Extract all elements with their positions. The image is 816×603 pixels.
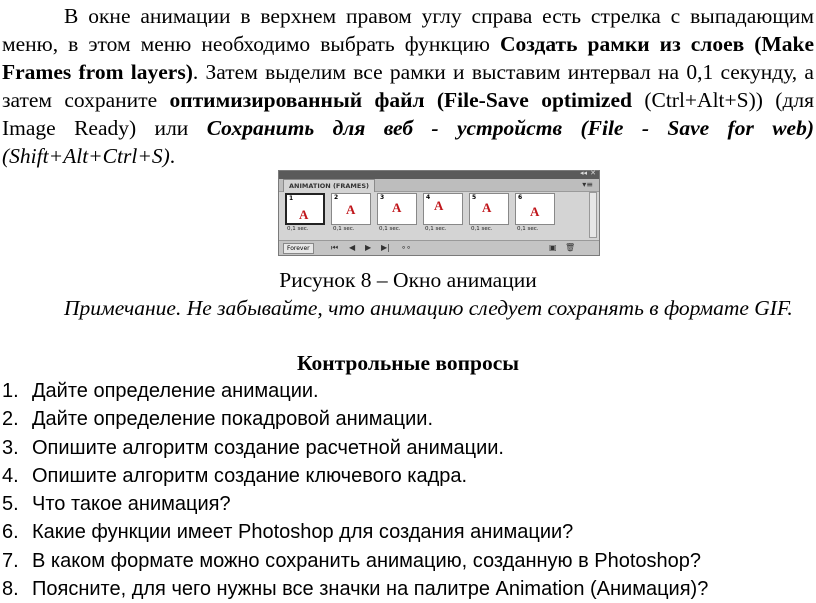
frame-letter-a: A [346, 202, 356, 217]
question-text: Поясните, для чего нужны все значки на палитре Animation (Анимация)? [32, 578, 709, 601]
frame-thumbnail [377, 193, 417, 225]
loop-options-select: Forever [283, 243, 314, 254]
frame-letter-a: A [482, 200, 492, 215]
play-icon: ▶ [365, 243, 372, 252]
first-frame-icon: ⏮ [331, 243, 339, 252]
frame-thumbnail [331, 193, 371, 225]
close-icon: ✕ [590, 169, 596, 177]
questions-list [0, 377, 816, 603]
question-item [0, 547, 816, 575]
frame-thumbnail [469, 193, 509, 225]
panel-menu-icon: ▾≡ [582, 180, 593, 189]
question-text: Опишите алгоритм создание ключевого кадра. [32, 464, 468, 487]
frame-letter-a: A [299, 207, 309, 222]
next-frame-icon: ▶| [381, 243, 390, 252]
save-optimized-term: оптимизированный файл (File-Save optimized [169, 88, 632, 112]
frame-thumbnail [515, 193, 555, 225]
frame-letter-a: A [434, 198, 444, 213]
frame-item [515, 193, 557, 237]
question-number: 4. [2, 464, 19, 487]
frames-scrollbar [589, 192, 597, 238]
animation-panel-figure [278, 170, 600, 256]
shortcut-text-2: (Shift+Alt+Ctrl+S) [2, 144, 170, 168]
frame-item [377, 193, 419, 237]
delete-frame-icon: 🗑 [565, 243, 576, 252]
figure-caption: Рисунок 8 – Окно анимации [279, 268, 537, 292]
frame-letter-a: A [392, 200, 402, 215]
question-text: Какие функции имеет Photoshop для создания анимации? [32, 521, 574, 544]
question-number: 1. [2, 380, 19, 402]
question-number: 2. [2, 408, 19, 431]
question-item [0, 434, 816, 462]
question-text: Дайте определение анимации. [32, 380, 319, 402]
frame-number: 5 [472, 194, 477, 201]
frame-item [423, 193, 465, 237]
question-text: Что такое анимация? [32, 493, 231, 516]
question-number: 8. [2, 578, 19, 601]
previous-frame-icon: ◀ [349, 243, 356, 252]
frame-delay: 0,1 sec. [517, 226, 539, 232]
animation-frames-tab: ANIMATION (FRAMES) [283, 179, 375, 192]
frame-delay: 0,1 sec. [471, 226, 493, 232]
question-text: В каком формате можно сохранить анимацию, созданную в Photoshop? [32, 549, 702, 572]
make-frames-term: Создать рамки из слоев (Make Frames from layers) [2, 32, 815, 84]
frame-item [331, 193, 373, 237]
question-item [0, 518, 816, 546]
question-text: Опишите алгоритм создание расчетной анимации. [32, 436, 504, 459]
instruction-text-end: . [169, 144, 176, 168]
new-frame-icon: ▣ [549, 243, 557, 252]
question-number: 3. [2, 436, 19, 459]
frames-strip [285, 193, 575, 237]
frame-number: 3 [380, 194, 385, 201]
frame-thumbnail [285, 193, 325, 225]
question-item [0, 462, 816, 490]
panel-title-strip [279, 171, 599, 179]
note-paragraph: Примечание. Не забывайте, что анимацию следует сохранять в формате GIF. [64, 296, 793, 320]
instruction-paragraph [2, 2, 814, 170]
questions-heading: Контрольные вопросы [296, 351, 520, 375]
question-item [0, 377, 816, 405]
frame-item [469, 193, 511, 237]
frame-letter-a: A [530, 204, 540, 219]
tween-icon: ∘∘ [401, 243, 412, 252]
frame-number: 2 [334, 194, 339, 201]
frame-delay: 0,1 sec. [425, 226, 447, 232]
question-number: 6. [2, 521, 19, 544]
panel-tab-bar [279, 179, 599, 192]
frame-item [285, 193, 327, 237]
instruction-text-start: В окне анимации в верхнем правом углу справа есть стрелка с выпадающим меню, в этом меню необходимо выбрать функцию [2, 4, 814, 56]
panel-toolbar [279, 240, 599, 255]
frame-delay: 0,1 sec. [287, 226, 309, 232]
frame-number: 1 [289, 195, 294, 202]
frame-number: 6 [518, 194, 523, 201]
frame-number: 4 [426, 194, 431, 201]
question-item [0, 405, 816, 433]
frame-delay: 0,1 sec. [333, 226, 355, 232]
save-for-web-term: Сохранить для веб - устройств (File - Save for web) [206, 116, 815, 140]
question-item [0, 575, 816, 603]
instruction-text-mid: . Затем выделим все рамки и выставим интервал на 0,1 секунду, а затем сохраните [2, 60, 814, 112]
question-number: 5. [2, 493, 19, 516]
collapse-arrows-icon: ◂◂ [579, 169, 587, 177]
question-item [0, 490, 816, 518]
frame-delay: 0,1 sec. [379, 226, 401, 232]
question-text: Дайте определение покадровой анимации. [32, 408, 434, 431]
frame-thumbnail [423, 193, 463, 225]
shortcut-text-1: (Ctrl+Alt+S)) (для Image Ready) или [2, 88, 814, 140]
question-number: 7. [2, 549, 19, 572]
